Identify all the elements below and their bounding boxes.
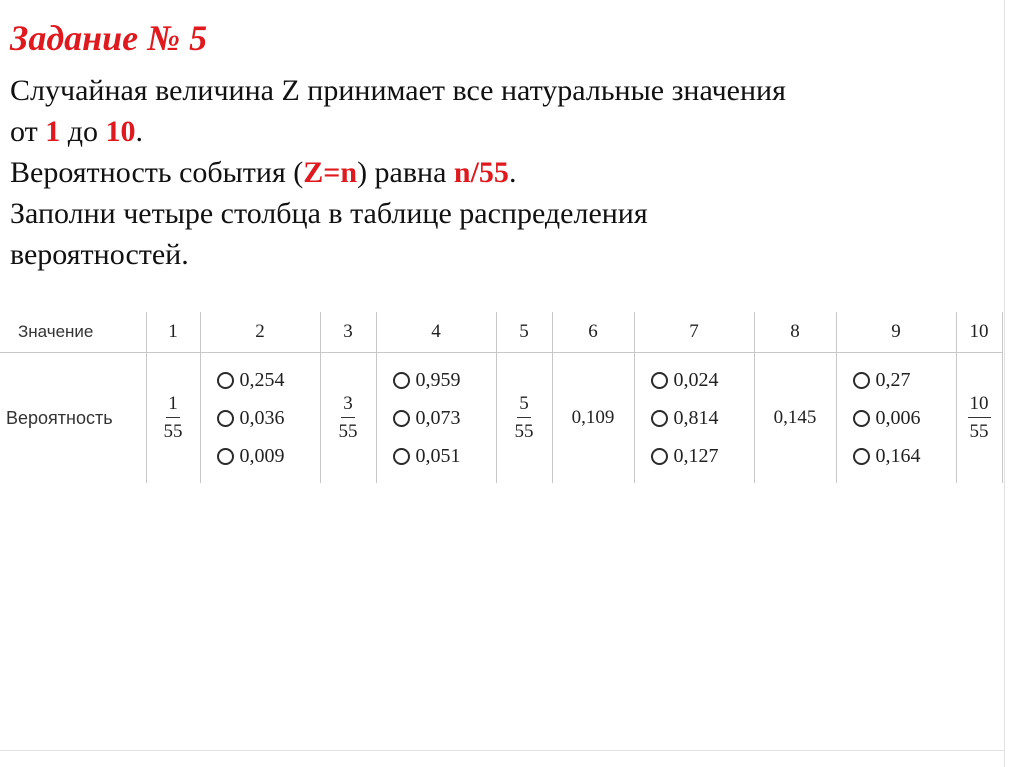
option-label: 0,036	[239, 407, 285, 429]
probability-cell-8: 0,145	[754, 353, 836, 484]
statement-to: до	[67, 115, 98, 148]
probability-cell-6: 0,109	[552, 353, 634, 484]
option-7-a[interactable]	[651, 365, 719, 395]
statement-line3-end: .	[508, 156, 517, 189]
radio-icon[interactable]	[651, 410, 668, 427]
radio-icon[interactable]	[217, 410, 234, 427]
event-expression: Z=n	[303, 156, 358, 189]
value-cell-9: 9	[836, 312, 956, 353]
range-end: 10	[105, 115, 136, 148]
probability-row	[0, 353, 1002, 484]
range-start: 1	[45, 115, 61, 148]
probability-cell-4	[376, 353, 496, 484]
value-cell-10: 10	[956, 312, 1002, 353]
probability-cell-5	[496, 353, 552, 484]
option-label: 0,127	[673, 445, 719, 467]
option-label: 0,959	[415, 369, 461, 391]
option-label: 0,27	[875, 369, 911, 391]
option-7-c[interactable]	[651, 441, 719, 471]
option-label: 0,164	[875, 445, 921, 467]
value-cell-5: 5	[496, 312, 552, 353]
radio-icon[interactable]	[217, 372, 234, 389]
probability-cell-7	[634, 353, 754, 484]
statement-line5: вероятностей.	[10, 238, 189, 271]
option-9-a[interactable]	[853, 365, 911, 395]
option-4-b[interactable]	[393, 403, 461, 433]
fraction	[968, 393, 991, 443]
radio-icon[interactable]	[393, 410, 410, 427]
probability-formula: n/55	[453, 156, 509, 189]
probability-cell-10	[956, 353, 1002, 484]
fraction-denominator: 55	[338, 421, 358, 442]
option-4-a[interactable]	[393, 365, 461, 395]
option-label: 0,254	[239, 369, 285, 391]
fraction-denominator: 55	[514, 421, 534, 442]
fraction-numerator: 10	[968, 393, 991, 418]
fraction-numerator: 5	[517, 393, 531, 418]
statement-line3-mid: ) равна	[357, 156, 447, 189]
task-title: Задание № 5	[10, 18, 208, 58]
value-cell-4: 4	[376, 312, 496, 353]
slide-frame-bottom-edge	[0, 750, 1005, 751]
option-label: 0,024	[673, 369, 719, 391]
statement-line1: Случайная величина Z принимает все натуральные значения	[10, 74, 786, 107]
option-4-c[interactable]	[393, 441, 461, 471]
fraction-denominator: 55	[163, 421, 183, 442]
option-9-b[interactable]	[853, 403, 921, 433]
fraction-denominator: 55	[969, 421, 989, 442]
value-cell-1: 1	[146, 312, 200, 353]
radio-icon[interactable]	[651, 372, 668, 389]
probability-cell-9	[836, 353, 956, 484]
radio-icon[interactable]	[393, 448, 410, 465]
radio-icon[interactable]	[853, 410, 870, 427]
value-cell-7: 7	[634, 312, 754, 353]
value-row-label: Значение	[0, 312, 146, 353]
option-2-c[interactable]	[217, 441, 285, 471]
value-cell-3: 3	[320, 312, 376, 353]
probability-cell-2	[200, 353, 320, 484]
option-group-9	[837, 365, 956, 471]
option-group-4	[377, 365, 496, 471]
value-cell-6: 6	[552, 312, 634, 353]
option-2-a[interactable]	[217, 365, 285, 395]
option-group-7	[635, 365, 754, 471]
statement-line3-prefix: Вероятность события (	[10, 156, 304, 189]
radio-icon[interactable]	[651, 448, 668, 465]
option-label: 0,051	[415, 445, 461, 467]
fraction	[164, 393, 183, 443]
statement-from: от	[10, 115, 38, 148]
distribution-table	[0, 312, 1003, 483]
fraction	[515, 393, 534, 443]
probability-cell-1	[146, 353, 200, 484]
radio-icon[interactable]	[853, 448, 870, 465]
option-9-c[interactable]	[853, 441, 921, 471]
radio-icon[interactable]	[393, 372, 410, 389]
statement-line4: Заполни четыре столбца в таблице распределения	[10, 197, 648, 230]
probability-cell-3	[320, 353, 376, 484]
statement-period: .	[135, 115, 143, 148]
radio-icon[interactable]	[217, 448, 234, 465]
fraction-numerator: 1	[166, 393, 180, 418]
task-statement	[10, 70, 1000, 275]
radio-icon[interactable]	[853, 372, 870, 389]
value-cell-2: 2	[200, 312, 320, 353]
probability-row-label: Вероятность	[0, 353, 146, 484]
option-label: 0,814	[673, 407, 719, 429]
option-2-b[interactable]	[217, 403, 285, 433]
value-row	[0, 312, 1002, 353]
option-7-b[interactable]	[651, 403, 719, 433]
option-label: 0,006	[875, 407, 921, 429]
option-group-2	[201, 365, 320, 471]
fraction	[339, 393, 358, 443]
value-cell-8: 8	[754, 312, 836, 353]
slide-frame-right-edge	[1004, 0, 1005, 767]
option-label: 0,009	[239, 445, 285, 467]
option-label: 0,073	[415, 407, 461, 429]
fraction-numerator: 3	[341, 393, 355, 418]
